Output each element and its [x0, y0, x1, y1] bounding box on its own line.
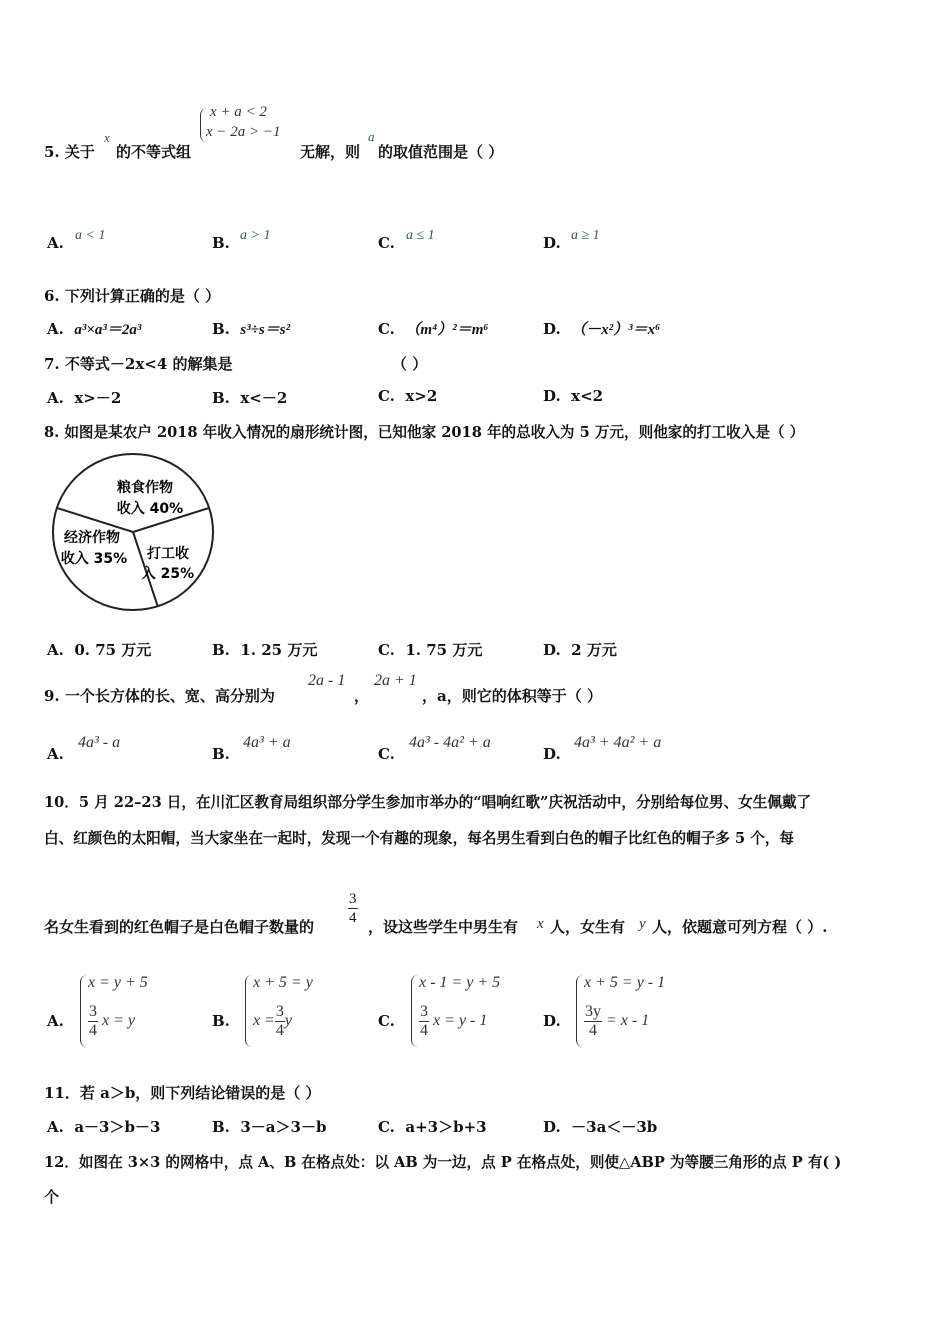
q10-option-d-eq1[interactable]: x + 5 = y - 1 — [584, 974, 666, 991]
q9-option-c[interactable]: 4a³ - 4a² + a — [409, 734, 491, 751]
q5-option-c[interactable]: a ≤ 1 — [406, 228, 435, 243]
q5-option-a[interactable]: a < 1 — [75, 228, 106, 243]
q5-option-d-label: D. — [543, 234, 561, 252]
q8-stem: 8. 如图是某农户 2018 年收入情况的扇形统计图，已知他家 2018 年的总收入为 5 万元，则他家的打工收入是（ ） — [44, 424, 805, 441]
q10-option-c-label: C. — [378, 1012, 395, 1030]
q10-fraction: $\frac{3}{4}$ — [349, 891, 357, 926]
q12-line2: 个 — [44, 1188, 60, 1206]
q7-option-d[interactable]: D. x<2 — [543, 387, 604, 405]
q10-option-a-brace — [80, 975, 87, 1047]
q8-option-b[interactable]: B. 1. 25 万元 — [212, 641, 318, 659]
q9-width: 2a + 1 — [374, 672, 417, 689]
q10-line3c: 人，女生有 — [550, 918, 626, 936]
pie-label-grain-1: 粮食作物 — [117, 480, 173, 496]
q10-option-b-eq1[interactable]: x + 5 = y — [253, 974, 313, 991]
q5-option-b[interactable]: a > 1 — [240, 228, 271, 243]
q10-var-x: x — [537, 916, 544, 932]
q9-tail: ，a，则它的体积等于（ ） — [422, 687, 602, 705]
q9-option-a-label: A. — [47, 745, 64, 763]
q10-option-d-label: D. — [543, 1012, 561, 1030]
q9-option-b-label: B. — [212, 745, 230, 763]
q5-var-a: a — [368, 129, 375, 144]
q8-option-a[interactable]: A. 0. 75 万元 — [47, 641, 152, 659]
q10-option-b-eq2[interactable]: x = $\frac{3}{4}$ y — [253, 1003, 293, 1039]
q6-option-b[interactable]: B. s³÷s＝s² — [212, 320, 291, 338]
q10-option-a-label: A. — [47, 1012, 64, 1030]
q10-option-c-brace — [411, 975, 418, 1047]
q9-option-d-label: D. — [543, 745, 561, 763]
q11-option-a[interactable]: A. a－3＞b－3 — [47, 1118, 161, 1136]
pie-label-econ-2: 收入 35% — [60, 551, 128, 567]
q10-line2: 白、红颜色的太阳帽，当大家坐在一起时，发现一个有趣的现象，每名男生看到白色的帽子比红色的帽子多 5 个，每 — [44, 830, 795, 847]
q9-stem-prefix: 9. 一个长方体的长、宽、高分别为 — [44, 687, 275, 705]
q10-option-c-eq2[interactable]: $\frac{3}{4}$ x = y - 1 — [420, 1003, 488, 1039]
q10-option-a-eq1[interactable]: x = y + 5 — [88, 974, 148, 991]
q12-line1: 12．如图在 3×3 的网格中，点 A、B 在格点处：以 AB 为一边，点 P 在格点处，则使△ABP 为等腰三角形的点 P 有( ) — [44, 1154, 842, 1171]
q5-option-c-label: C. — [378, 234, 395, 252]
q5-system-eq1: x + a < 2 — [210, 104, 267, 120]
q10-var-y: y — [639, 916, 646, 932]
q5-option-b-label: B. — [212, 234, 230, 252]
q7-option-b[interactable]: B. x<－2 — [212, 389, 288, 407]
q10-line3b: ，设这些学生中男生有 — [368, 918, 519, 936]
pie-label-grain-2: 收入 40% — [116, 501, 184, 517]
q10-option-a-eq2[interactable]: $\frac{3}{4}$ x = y — [89, 1003, 135, 1039]
q11-option-b[interactable]: B. 3－a＞3－b — [212, 1118, 327, 1136]
q9-option-b[interactable]: 4a³ + a — [243, 734, 291, 751]
q6-option-d[interactable]: D. （－x²）³＝x⁶ — [543, 320, 661, 338]
q5-system-eq2: x − 2a > −1 — [206, 124, 281, 140]
q5-var-x: x — [104, 130, 110, 145]
q9-option-a[interactable]: 4a³ - a — [78, 734, 121, 751]
q9-option-d[interactable]: 4a³ + 4a² + a — [574, 734, 662, 751]
q6-option-a[interactable]: A. a³×a³＝2a³ — [47, 320, 142, 338]
pie-chart — [50, 450, 220, 615]
q5-tail: 的取值范围是（ ） — [378, 143, 504, 161]
q5-after-text: 无解，则 — [300, 143, 361, 161]
q11-option-d[interactable]: D. －3a＜－3b — [543, 1118, 658, 1136]
q5-option-a-label: A. — [47, 234, 64, 252]
q11-option-c[interactable]: C. a+3＞b+3 — [378, 1118, 487, 1136]
q7-option-a[interactable]: A. x>－2 — [47, 389, 122, 407]
pie-label-work-1: 打工收 — [147, 546, 189, 562]
q6-option-c[interactable]: C. （m⁴）²＝m⁶ — [378, 320, 489, 338]
q5-stem: 5. 关于 — [44, 143, 95, 161]
q10-option-b-brace — [245, 975, 252, 1047]
q8-option-c[interactable]: C. 1. 75 万元 — [378, 641, 483, 659]
q10-option-c-eq1[interactable]: x - 1 = y + 5 — [419, 974, 501, 991]
q10-option-b-label: B. — [212, 1012, 230, 1030]
q10-line3a: 名女生看到的红色帽子是白色帽子数量的 — [44, 918, 315, 936]
q9-option-c-label: C. — [378, 745, 395, 763]
q11-stem: 11．若 a＞b，则下列结论错误的是（ ） — [44, 1084, 321, 1102]
pie-label-work-2: 入 25% — [141, 566, 195, 582]
q10-line3d: 人，依题意可列方程（ ）. — [652, 918, 828, 936]
q9-length: 2a - 1 — [308, 672, 346, 689]
q9-sep: ， — [354, 687, 370, 705]
q10-option-d-brace — [576, 975, 583, 1047]
pie-label-econ-1: 经济作物 — [64, 530, 120, 546]
q8-option-d[interactable]: D. 2 万元 — [543, 641, 617, 659]
q5-mid-text: 的不等式组 — [116, 143, 192, 161]
q7-stem: 7. 不等式－2x<4 的解集是 — [44, 355, 233, 373]
q6-stem: 6. 下列计算正确的是（ ） — [44, 287, 221, 305]
q10-line1: 10．5 月 22–23 日，在川汇区教育局组织部分学生参加市举办的“唱响红歌”庆祝活动中，分别给每位男、女生佩戴了 — [44, 794, 812, 811]
q5-option-d[interactable]: a ≥ 1 — [571, 228, 600, 243]
q7-paren: （ ） — [392, 355, 428, 373]
q7-option-c[interactable]: C. x>2 — [378, 387, 438, 405]
q10-option-d-eq2[interactable]: $\frac{3y}{4}$ = x - 1 — [585, 1003, 650, 1039]
